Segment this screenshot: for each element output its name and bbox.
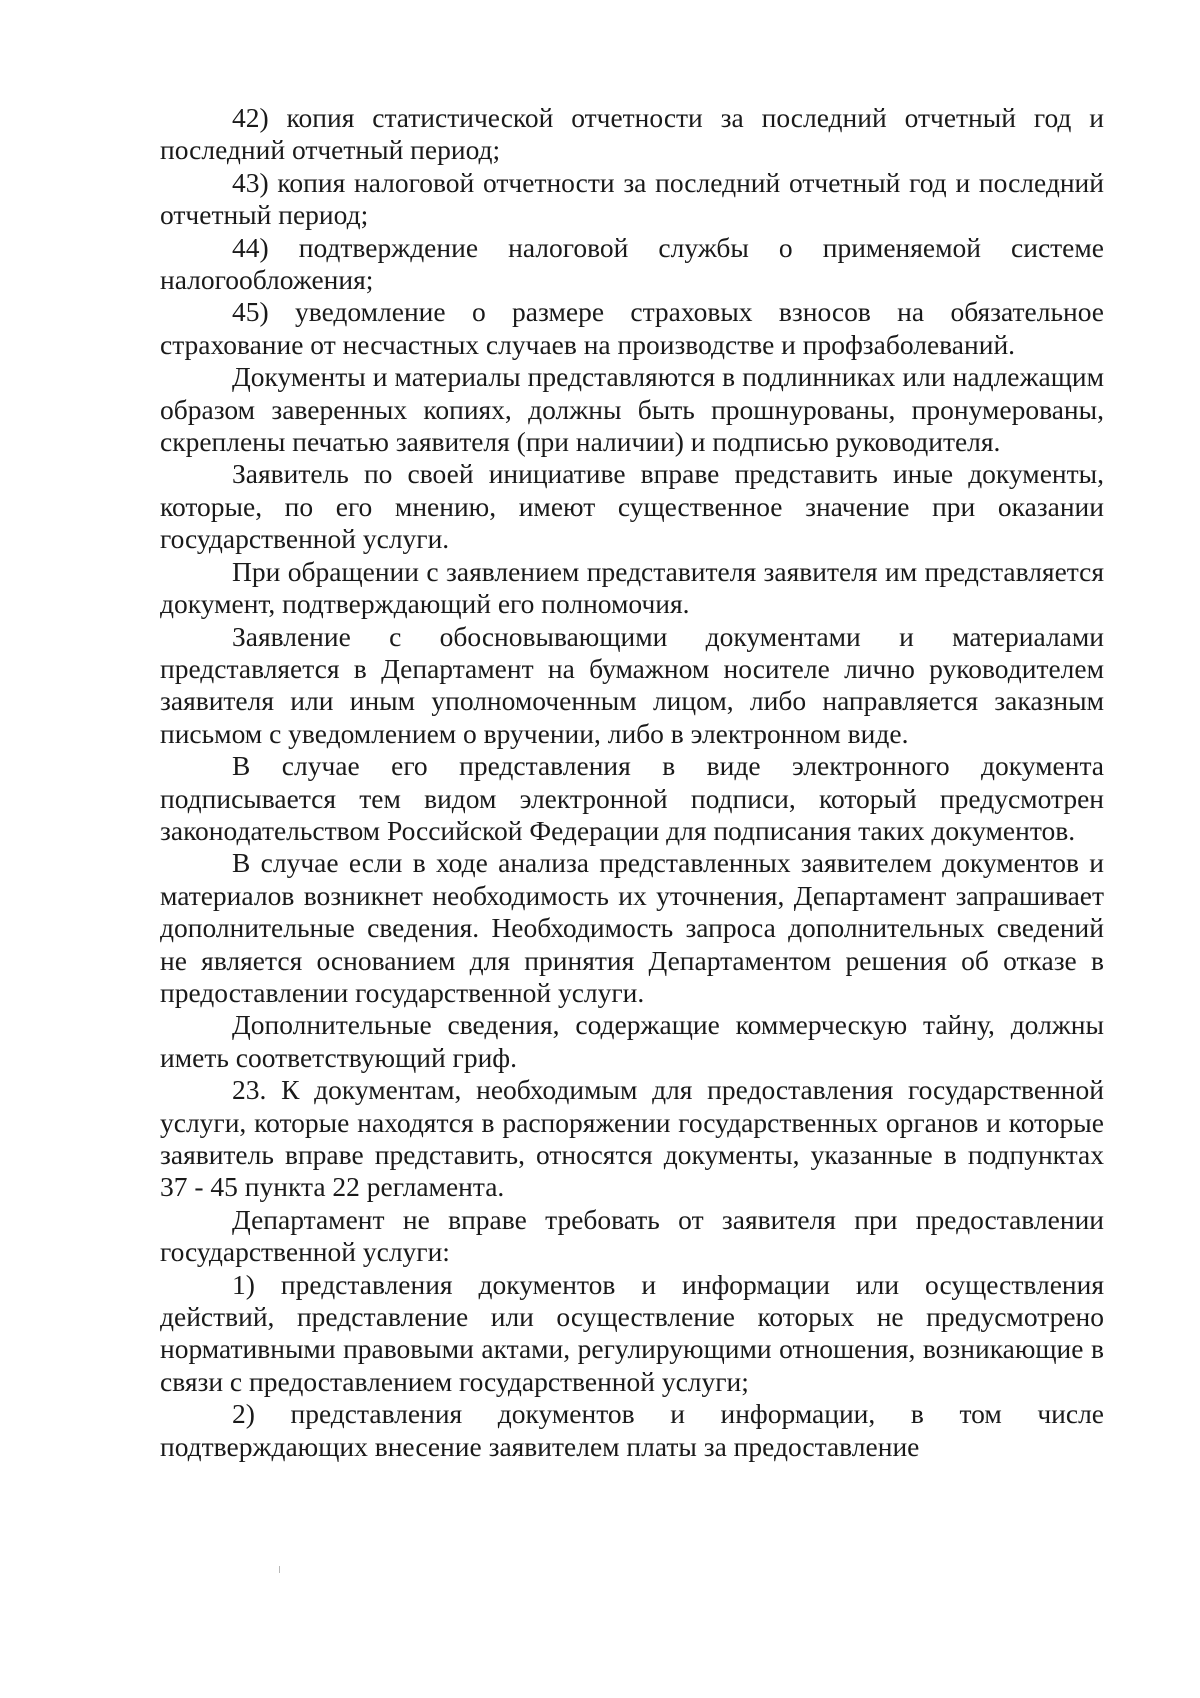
paragraph-representative: При обращении с заявлением представителя заявителя им представляется документ, подтверждающий его полномочия. — [160, 555, 1104, 620]
paragraph-restriction-2: 2) представления документов и информации, в том числе подтверждающих внесение заявителем платы за предоставление — [160, 1398, 1104, 1462]
paragraph-additional-info-request: В случае если в ходе анализа представленных заявителем документов и материалов возникнет необходимость их уточнения, Департамент запрашивает дополнительные сведения. Необходимость запроса дополнительных сведений не является основанием для принятия Департаментом решения об отказе в предоставлении государственной услуги. — [160, 847, 1104, 1008]
paragraph-restriction-1: 1) представления документов и информации или осуществления действий, представление или осуществление которых не предусмотрено нормативными правовыми актами, регулирующими отношения, возникающие в связи с предоставлением государственной услуги; — [160, 1268, 1104, 1397]
paragraph-department-restrictions: Департамент не вправе требовать от заявителя при предоставлении государственной услуги: — [160, 1203, 1104, 1268]
paragraph-commercial-secret: Дополнительные сведения, содержащие коммерческую тайну, должны иметь соответствующий гриф. — [160, 1009, 1104, 1073]
paragraph-section-23: 23. К документам, необходимым для предоставления государственной услуги, которые находятся в распоряжении государственных органов и которые заявитель вправе представить, относятся документы, указанные в подпунктах 37 - 45 пункта 22 регламента. — [160, 1074, 1104, 1203]
paragraph-documents-originals: Документы и материалы представляются в подлинниках или надлежащим образом заверенных копиях, должны быть прошнурованы, пронумерованы, скреплены печатью заявителя (при наличии) и подписью руководителя. — [160, 361, 1104, 458]
paragraph-item-43: 43) копия налоговой отчетности за последний отчетный год и последний отчетный период; — [160, 166, 1104, 231]
paragraph-item-45: 45) уведомление о размере страховых взносов на обязательное страхование от несчастных случаев на производстве и профзаболеваний. — [160, 296, 1104, 360]
scan-mark — [279, 1566, 280, 1573]
paragraph-electronic-document: В случае его представления в виде электронного документа подписывается тем видом электронной подписи, который предусмотрен законодательством Российской Федерации для подписания таких документов. — [160, 750, 1104, 846]
document-page — [160, 102, 1104, 1463]
paragraph-item-42: 42) копия статистической отчетности за последний отчетный год и последний отчетный период; — [160, 102, 1104, 166]
paragraph-item-44: 44) подтверждение налоговой службы о применяемой системе налогообложения; — [160, 231, 1104, 296]
paragraph-application-submission: Заявление с обосновывающими документами и материалами представляется в Департамент на бумажном носителе лично руководителем заявителя или иным уполномоченным лицом, либо направляется заказным письмом с уведомлением о вручении, либо в электронном виде. — [160, 620, 1104, 749]
paragraph-applicant-initiative: Заявитель по своей инициативе вправе представить иные документы, которые, по его мнению, имеют существенное значение при оказании государственной услуги. — [160, 458, 1104, 555]
